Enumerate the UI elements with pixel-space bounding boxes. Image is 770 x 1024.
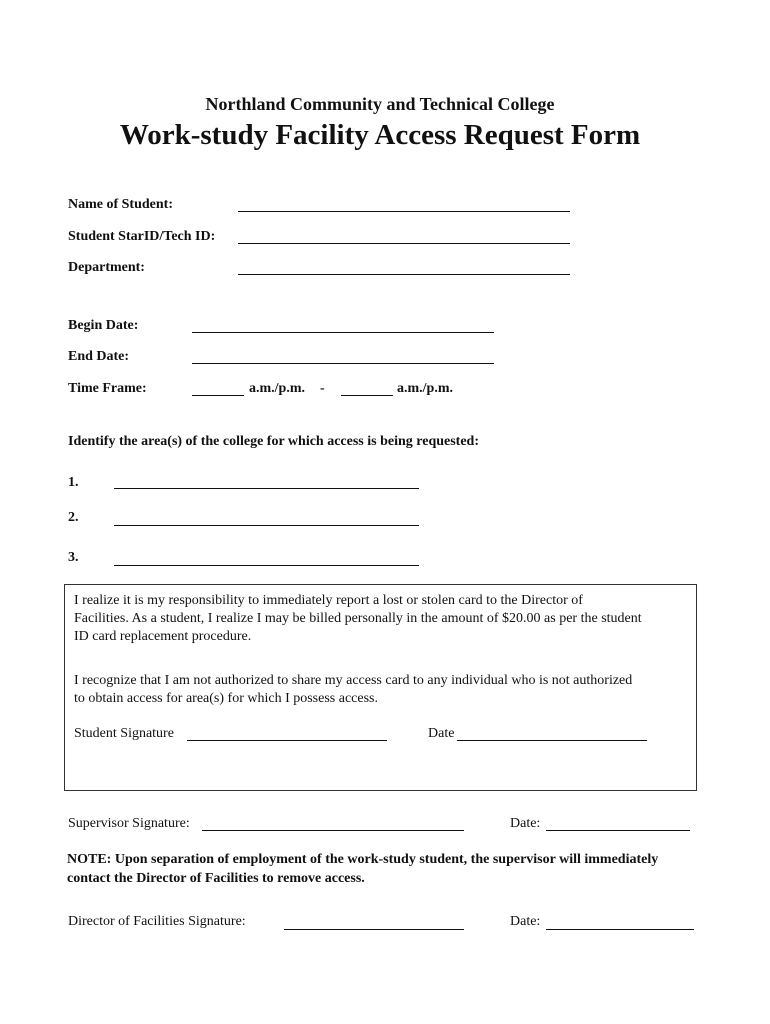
time-separator: - (320, 381, 325, 396)
director-date-field[interactable] (546, 913, 694, 930)
begin-date-label: Begin Date: (68, 318, 139, 333)
student-id-label: Student StarID/Tech ID: (68, 229, 216, 244)
area-number-3: 3. (68, 550, 79, 565)
start-time-field[interactable] (192, 379, 244, 396)
department-label: Department: (68, 260, 145, 275)
director-signature-label: Director of Facilities Signature: (68, 914, 246, 929)
areas-prompt: Identify the area(s) of the college for which access is being requested: (68, 434, 479, 449)
student-name-field[interactable] (238, 195, 570, 212)
note-line2: contact the Director of Facilities to remove access. (67, 871, 365, 886)
acknowledgement-para2-line1: I recognize that I am not authorized to share my access card to any individual who is not authorized (74, 673, 633, 688)
department-field[interactable] (238, 258, 570, 275)
supervisor-signature-label: Supervisor Signature: (68, 816, 190, 831)
acknowledgement-para1-line1: I realize it is my responsibility to immediately report a lost or stolen card to the Director of (74, 593, 583, 608)
student-date-field[interactable] (457, 724, 647, 741)
area-number-2: 2. (68, 510, 79, 525)
time-frame-label: Time Frame: (68, 381, 147, 396)
end-time-field[interactable] (341, 379, 393, 396)
acknowledgement-para1-line2: Facilities. As a student, I realize I may be billed personally in the amount of $20.00 as per the student (74, 611, 642, 626)
director-date-label: Date: (510, 914, 541, 929)
area-field-1[interactable] (114, 472, 419, 489)
supervisor-signature-field[interactable] (202, 814, 464, 831)
end-date-field[interactable] (192, 347, 494, 364)
end-date-label: End Date: (68, 349, 130, 364)
supervisor-date-label: Date: (510, 816, 541, 831)
supervisor-date-field[interactable] (546, 814, 690, 831)
student-date-label: Date (428, 726, 455, 741)
director-signature-field[interactable] (284, 913, 464, 930)
student-name-label: Name of Student: (68, 197, 173, 212)
area-field-2[interactable] (114, 509, 419, 526)
student-id-field[interactable] (238, 227, 570, 244)
acknowledgement-para1-line3: ID card replacement procedure. (74, 629, 252, 644)
student-signature-label: Student Signature (74, 726, 174, 741)
institution-name: Northland Community and Technical College (205, 94, 555, 114)
area-number-1: 1. (68, 475, 79, 490)
area-field-3[interactable] (114, 549, 419, 566)
form-title: Work-study Facility Access Request Form (119, 119, 641, 151)
student-signature-field[interactable] (187, 724, 387, 741)
begin-date-field[interactable] (192, 316, 494, 333)
end-ampm-label: a.m./p.m. (397, 381, 453, 396)
note-line1: NOTE: Upon separation of employment of the work-study student, the supervisor will immediately (67, 852, 659, 867)
start-ampm-label: a.m./p.m. (249, 381, 305, 396)
acknowledgement-para2-line2: to obtain access for area(s) for which I possess access. (74, 691, 378, 706)
